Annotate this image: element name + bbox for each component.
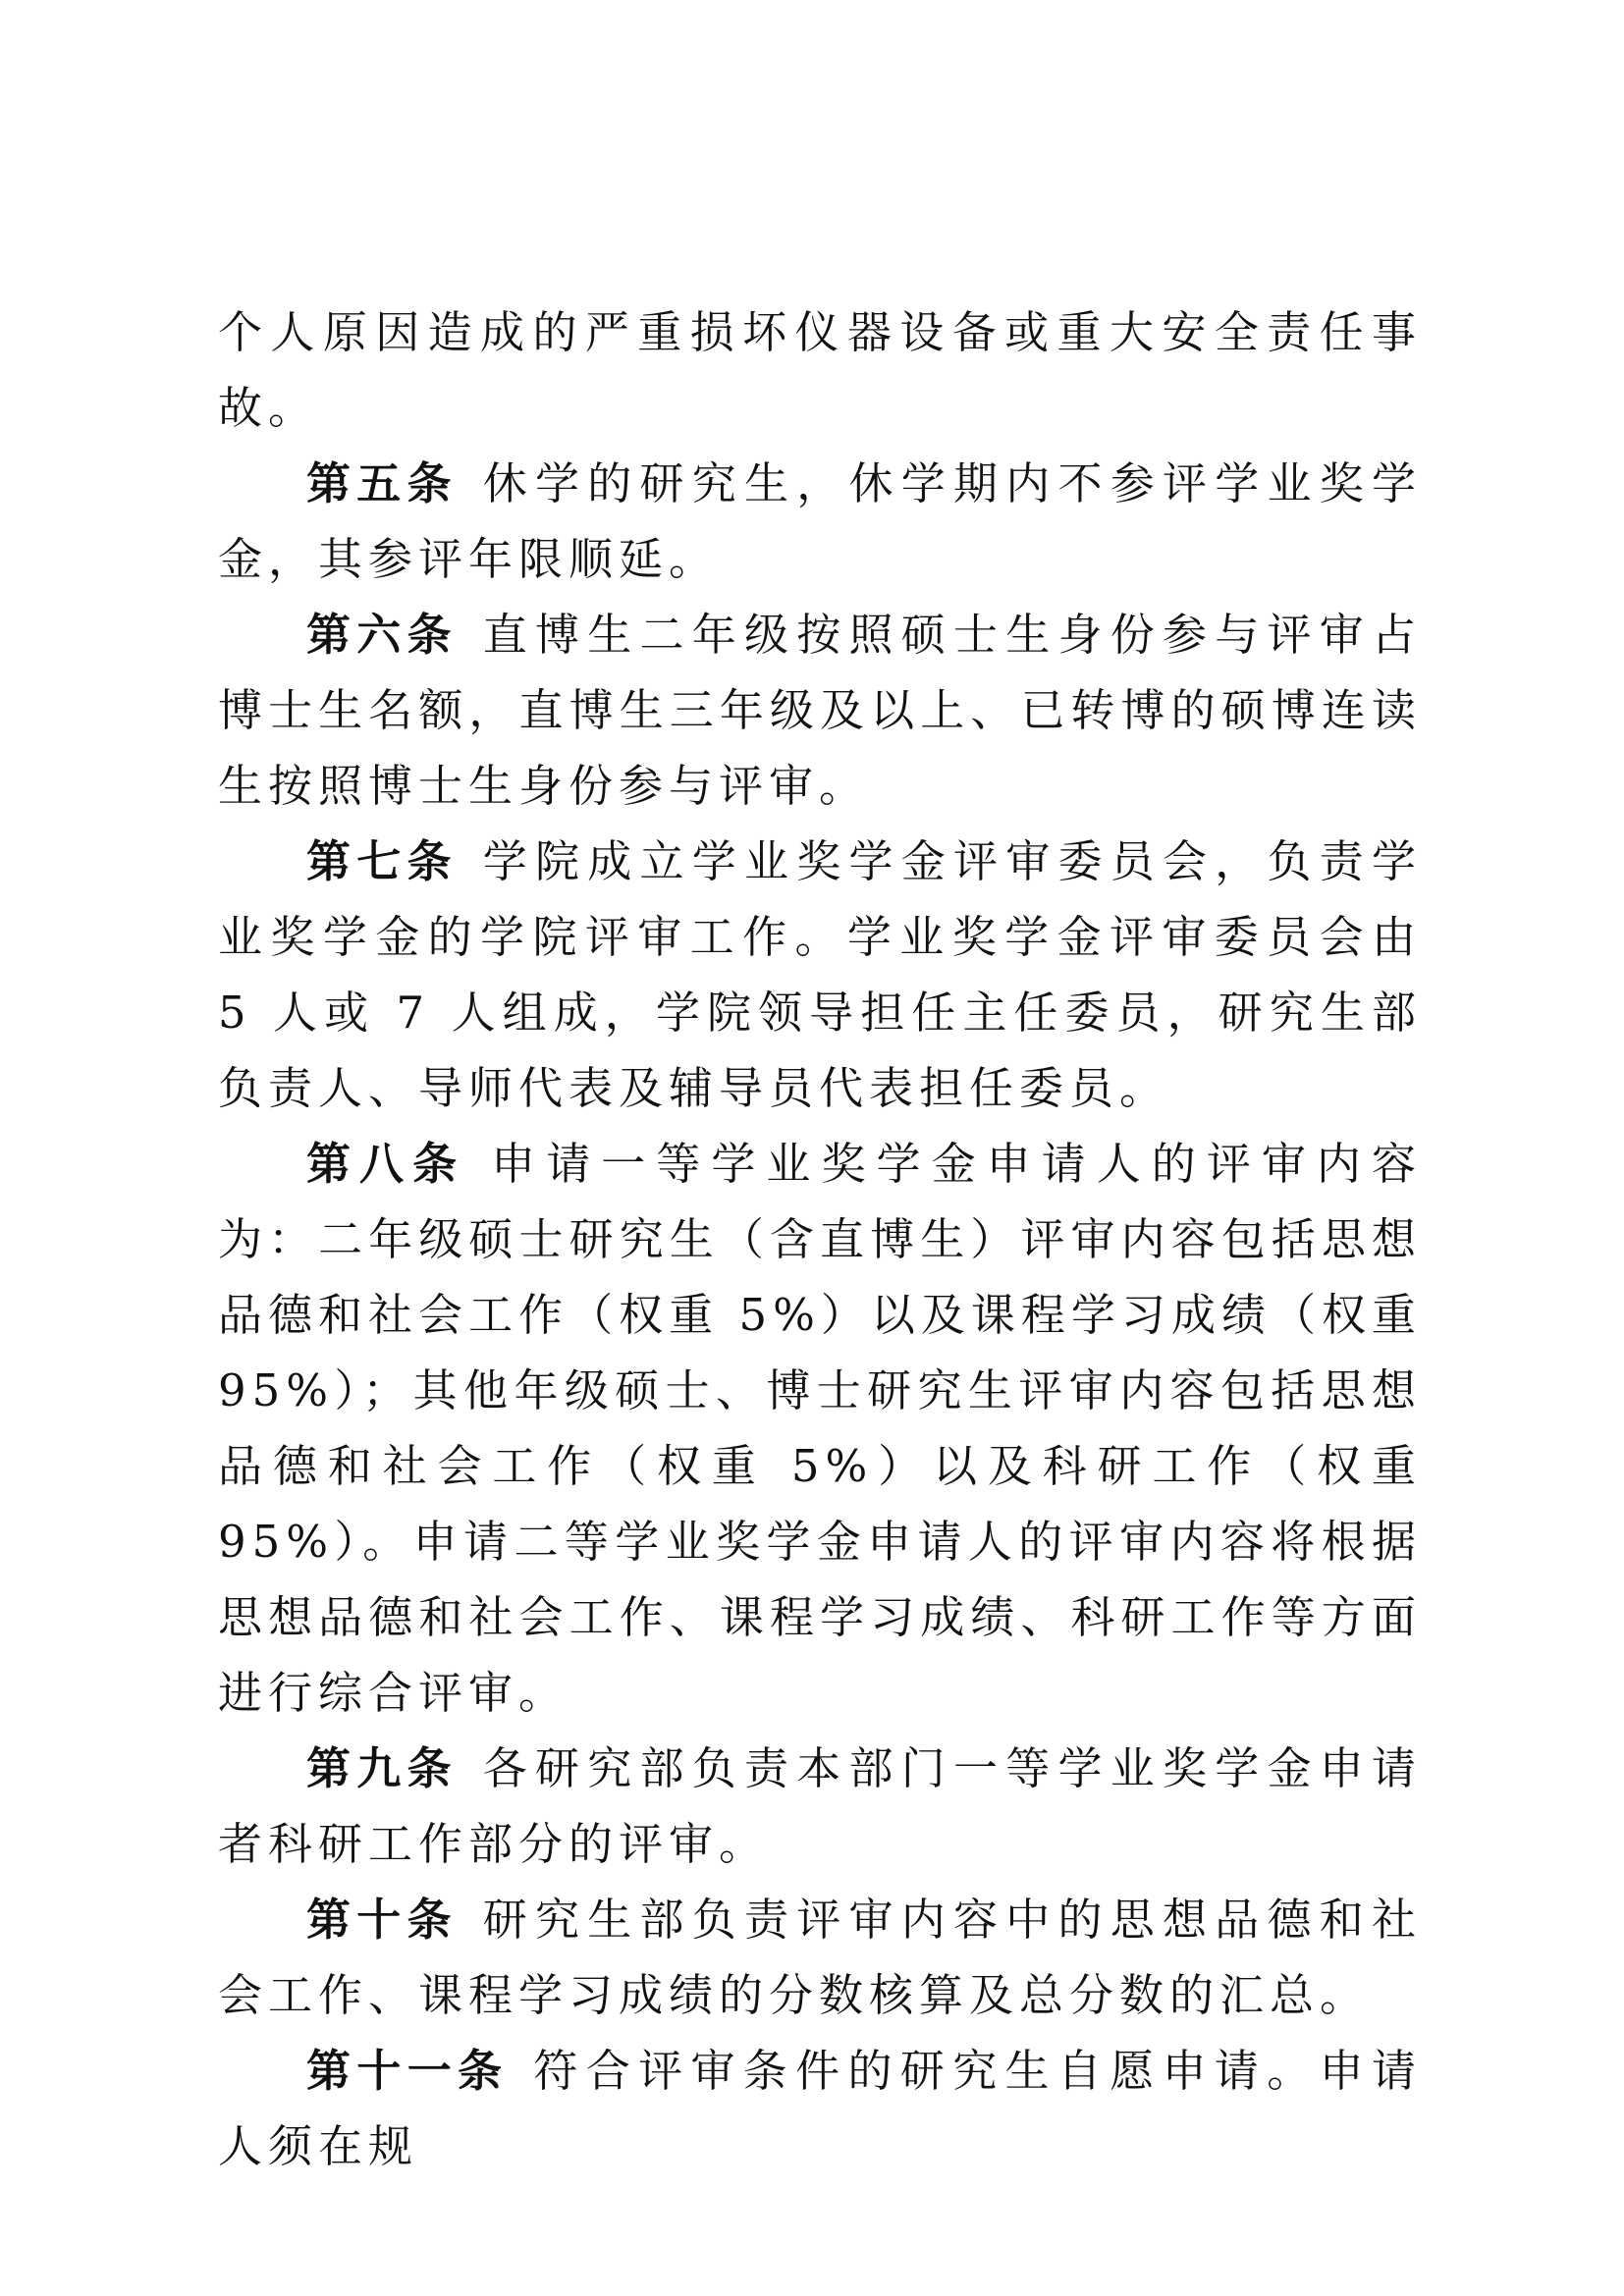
- article-number: 第七条: [306, 835, 458, 887]
- article-9: [218, 1731, 1422, 1882]
- article-text: 学院成立学业奖学金评审委员会，负责学业奖学金的学院评审工作。学业奖学金评审委员会由 5 人或 7 人组成，学院领导担任主任委员，研究生部负责人、导师代表及辅导员代表担任委员。: [218, 835, 1422, 1114]
- article-text: 直博生二年级按照硕士生身份参与评审占博士生名额，直博生三年级及以上、已转博的硕博连读生按照博士生身份参与评审。: [218, 609, 1422, 812]
- article-number: 第九条: [306, 1742, 458, 1794]
- article-text: 各研究部负责本部门一等学业奖学金申请者科研工作部分的评审。: [218, 1742, 1422, 1870]
- article-11: [218, 2033, 1422, 2184]
- article-number: 第十一条: [306, 2045, 509, 2097]
- article-text: 符合评审条件的研究生自愿申请。申请人须在规: [218, 2045, 1422, 2172]
- article-number: 第六条: [306, 609, 458, 661]
- article-text: 休学的研究生，休学期内不参评学业奖学金，其参评年限顺延。: [218, 457, 1422, 585]
- article-7: [218, 824, 1422, 1126]
- article-text: 申请一等学业奖学金申请人的评审内容为：二年级硕士研究生（含直博生）评审内容包括思想品德和社会工作（权重 5%）以及课程学习成绩（权重 95%）；其他年级硕士、博士研究生评审内容包括思想品德和社会工作（权重 5%）以及科研工作（权重 95%）。申请二等学业奖学金申请人的评审内容将根据思想品德和社会工作、课程学习成绩、科研工作等方面进行综合评审。: [218, 1138, 1422, 1719]
- article-number: 第八条: [306, 1138, 466, 1190]
- article-8: [218, 1126, 1422, 1731]
- paragraph-continuation: [218, 294, 1422, 446]
- article-5: [218, 446, 1422, 597]
- paragraph-text: 个人原因造成的严重损坏仪器设备或重大安全责任事故。: [218, 306, 1422, 434]
- article-text: 研究生部负责评审内容中的思想品德和社会工作、课程学习成绩的分数核算及总分数的汇总。: [218, 1894, 1422, 2021]
- article-10: [218, 1882, 1422, 2033]
- article-number: 第十条: [306, 1894, 458, 1946]
- document-body: [218, 294, 1422, 2184]
- article-number: 第五条: [306, 457, 458, 509]
- article-6: [218, 597, 1422, 824]
